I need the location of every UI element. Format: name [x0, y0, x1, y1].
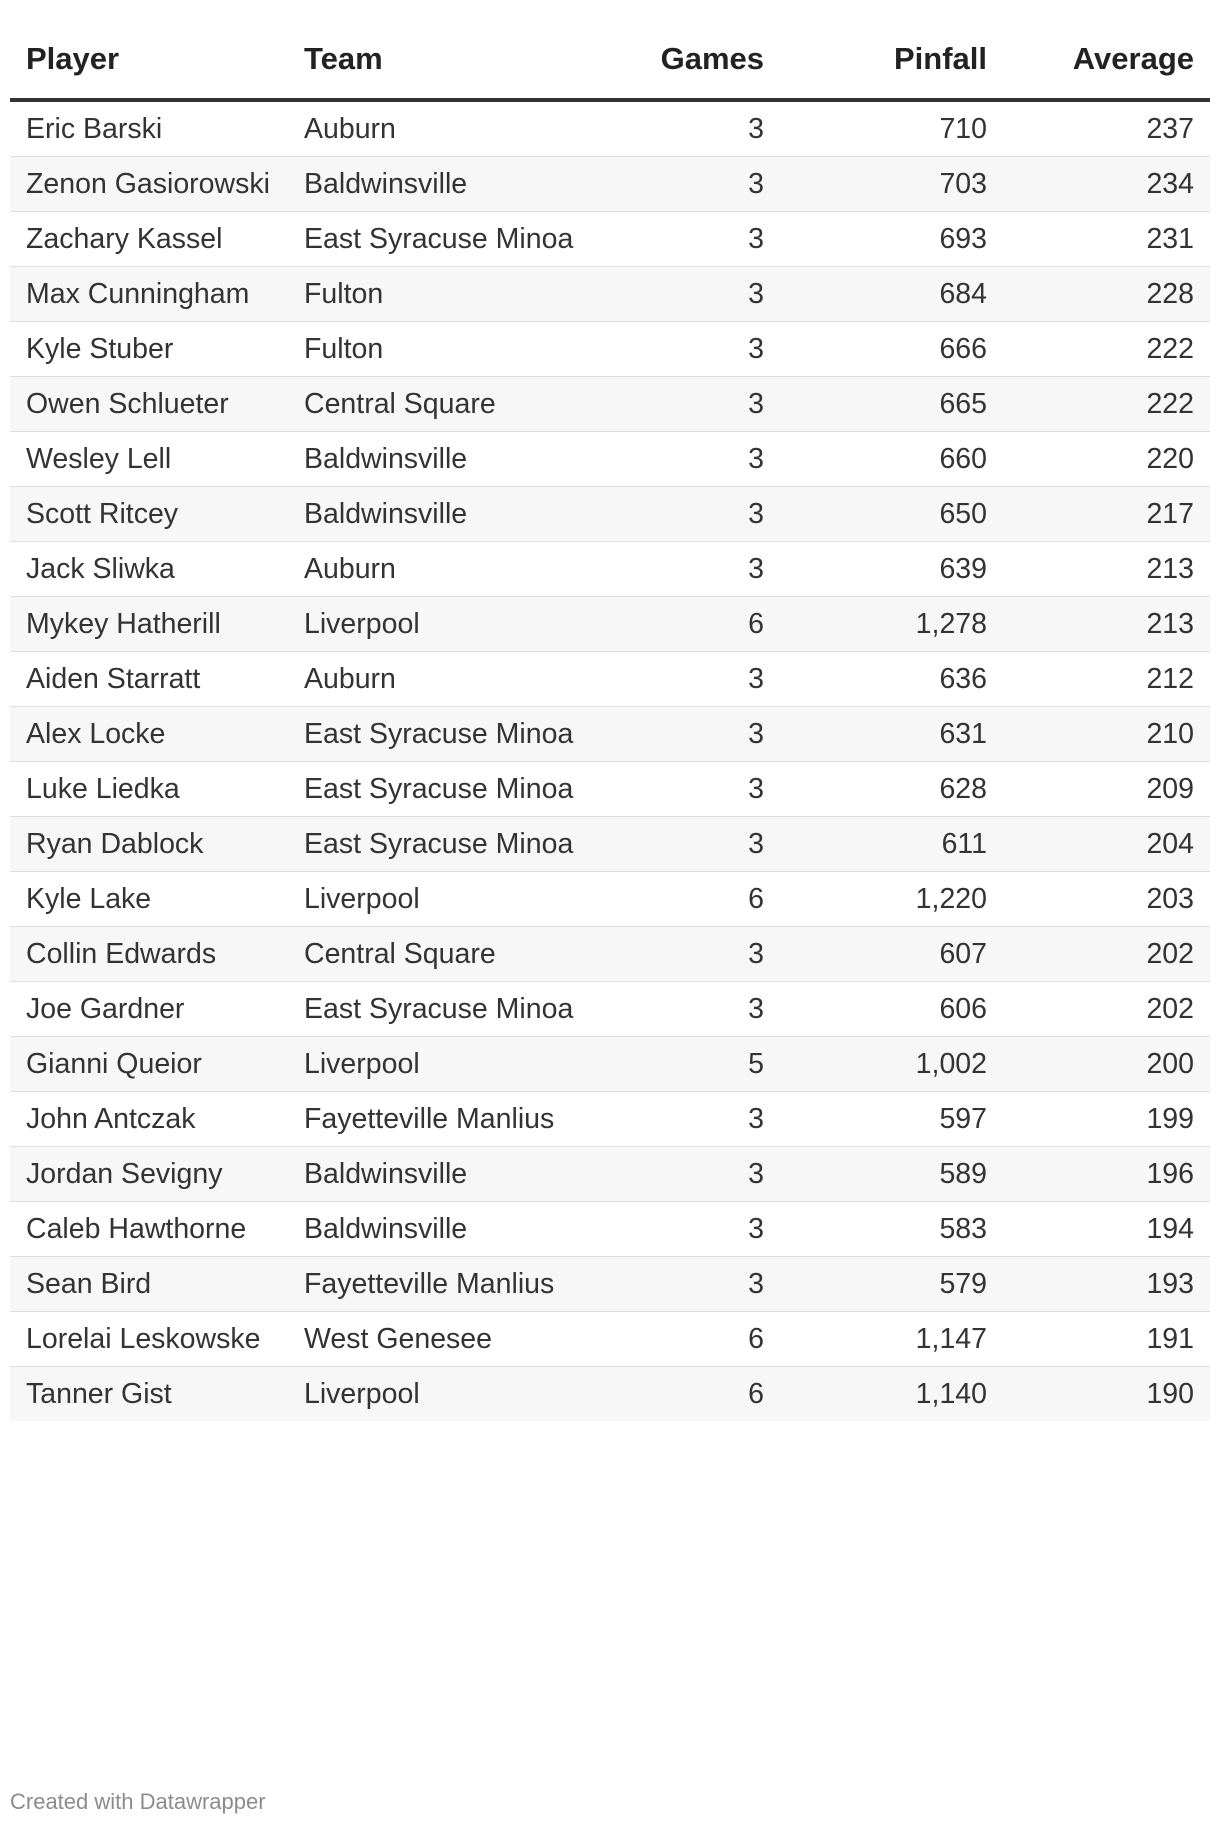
cell-games: 3	[640, 927, 780, 982]
cell-games: 3	[640, 1202, 780, 1257]
cell-games: 3	[640, 707, 780, 762]
cell-average: 222	[1003, 377, 1210, 432]
cell-average: 191	[1003, 1312, 1210, 1367]
cell-player: Caleb Hawthorne	[10, 1202, 288, 1257]
cell-player: Lorelai Leskowske	[10, 1312, 288, 1367]
column-header-player[interactable]: Player	[10, 20, 288, 100]
cell-team: Baldwinsville	[288, 157, 640, 212]
cell-team: Baldwinsville	[288, 1147, 640, 1202]
cell-average: 209	[1003, 762, 1210, 817]
bowling-stats-table	[10, 20, 1210, 1421]
cell-pinfall: 1,140	[780, 1367, 1003, 1422]
table-row	[10, 432, 1210, 487]
cell-games: 3	[640, 432, 780, 487]
cell-team: Auburn	[288, 652, 640, 707]
table-row	[10, 927, 1210, 982]
table-row	[10, 872, 1210, 927]
table-row	[10, 707, 1210, 762]
cell-pinfall: 611	[780, 817, 1003, 872]
cell-player: Max Cunningham	[10, 267, 288, 322]
table-row	[10, 377, 1210, 432]
cell-games: 6	[640, 1312, 780, 1367]
datawrapper-credit: Created with Datawrapper	[10, 1789, 266, 1814]
table-row	[10, 487, 1210, 542]
table-row	[10, 817, 1210, 872]
cell-player: Mykey Hatherill	[10, 597, 288, 652]
cell-pinfall: 631	[780, 707, 1003, 762]
cell-average: 200	[1003, 1037, 1210, 1092]
cell-player: Jack Sliwka	[10, 542, 288, 597]
cell-team: Liverpool	[288, 1367, 640, 1422]
table-row	[10, 542, 1210, 597]
cell-games: 6	[640, 872, 780, 927]
cell-games: 3	[640, 157, 780, 212]
cell-average: 190	[1003, 1367, 1210, 1422]
cell-games: 3	[640, 487, 780, 542]
header-row	[10, 20, 1210, 100]
cell-player: Alex Locke	[10, 707, 288, 762]
cell-player: Aiden Starratt	[10, 652, 288, 707]
table-row	[10, 1092, 1210, 1147]
cell-pinfall: 589	[780, 1147, 1003, 1202]
table-row	[10, 982, 1210, 1037]
cell-team: Fayetteville Manlius	[288, 1092, 640, 1147]
cell-pinfall: 1,220	[780, 872, 1003, 927]
table-row	[10, 1312, 1210, 1367]
cell-pinfall: 665	[780, 377, 1003, 432]
cell-team: East Syracuse Minoa	[288, 982, 640, 1037]
cell-games: 3	[640, 652, 780, 707]
cell-games: 3	[640, 1257, 780, 1312]
cell-average: 196	[1003, 1147, 1210, 1202]
column-header-team[interactable]: Team	[288, 20, 640, 100]
cell-pinfall: 710	[780, 100, 1003, 157]
cell-player: Kyle Stuber	[10, 322, 288, 377]
cell-games: 3	[640, 762, 780, 817]
table-row	[10, 212, 1210, 267]
cell-pinfall: 597	[780, 1092, 1003, 1147]
cell-average: 210	[1003, 707, 1210, 762]
column-header-pinfall[interactable]: Pinfall	[780, 20, 1003, 100]
cell-team: Central Square	[288, 927, 640, 982]
table-row	[10, 322, 1210, 377]
cell-pinfall: 583	[780, 1202, 1003, 1257]
cell-games: 3	[640, 982, 780, 1037]
table-row	[10, 1037, 1210, 1092]
cell-average: 213	[1003, 542, 1210, 597]
table-row	[10, 1147, 1210, 1202]
cell-team: East Syracuse Minoa	[288, 762, 640, 817]
cell-average: 234	[1003, 157, 1210, 212]
cell-pinfall: 628	[780, 762, 1003, 817]
cell-player: Zenon Gasiorowski	[10, 157, 288, 212]
cell-pinfall: 639	[780, 542, 1003, 597]
cell-games: 3	[640, 267, 780, 322]
cell-average: 231	[1003, 212, 1210, 267]
table-row	[10, 652, 1210, 707]
cell-player: Joe Gardner	[10, 982, 288, 1037]
cell-team: Fayetteville Manlius	[288, 1257, 640, 1312]
cell-team: Baldwinsville	[288, 487, 640, 542]
cell-pinfall: 607	[780, 927, 1003, 982]
table-row	[10, 1257, 1210, 1312]
cell-pinfall: 1,147	[780, 1312, 1003, 1367]
cell-average: 194	[1003, 1202, 1210, 1257]
cell-player: Scott Ritcey	[10, 487, 288, 542]
cell-player: John Antczak	[10, 1092, 288, 1147]
cell-player: Zachary Kassel	[10, 212, 288, 267]
cell-player: Luke Liedka	[10, 762, 288, 817]
cell-games: 3	[640, 817, 780, 872]
cell-games: 3	[640, 1147, 780, 1202]
cell-player: Kyle Lake	[10, 872, 288, 927]
cell-average: 228	[1003, 267, 1210, 322]
table-header	[10, 20, 1210, 100]
table-row	[10, 762, 1210, 817]
cell-average: 212	[1003, 652, 1210, 707]
cell-team: Fulton	[288, 322, 640, 377]
cell-pinfall: 693	[780, 212, 1003, 267]
cell-games: 3	[640, 212, 780, 267]
cell-team: East Syracuse Minoa	[288, 212, 640, 267]
cell-pinfall: 666	[780, 322, 1003, 377]
table-row	[10, 157, 1210, 212]
cell-pinfall: 684	[780, 267, 1003, 322]
cell-team: Liverpool	[288, 872, 640, 927]
cell-pinfall: 606	[780, 982, 1003, 1037]
cell-average: 202	[1003, 927, 1210, 982]
cell-games: 3	[640, 1092, 780, 1147]
cell-player: Ryan Dablock	[10, 817, 288, 872]
cell-pinfall: 650	[780, 487, 1003, 542]
table-body	[10, 100, 1210, 1421]
table-row	[10, 597, 1210, 652]
cell-average: 217	[1003, 487, 1210, 542]
cell-team: Baldwinsville	[288, 432, 640, 487]
cell-average: 220	[1003, 432, 1210, 487]
table-row	[10, 1202, 1210, 1257]
cell-average: 199	[1003, 1092, 1210, 1147]
cell-average: 203	[1003, 872, 1210, 927]
cell-pinfall: 636	[780, 652, 1003, 707]
table-row	[10, 1367, 1210, 1422]
cell-team: East Syracuse Minoa	[288, 707, 640, 762]
cell-pinfall: 660	[780, 432, 1003, 487]
cell-team: Fulton	[288, 267, 640, 322]
cell-games: 3	[640, 100, 780, 157]
cell-average: 193	[1003, 1257, 1210, 1312]
cell-pinfall: 703	[780, 157, 1003, 212]
table-row	[10, 267, 1210, 322]
cell-average: 222	[1003, 322, 1210, 377]
column-header-average[interactable]: Average	[1003, 20, 1210, 100]
cell-games: 3	[640, 542, 780, 597]
cell-team: Auburn	[288, 542, 640, 597]
cell-team: West Genesee	[288, 1312, 640, 1367]
cell-team: Baldwinsville	[288, 1202, 640, 1257]
cell-player: Gianni Queior	[10, 1037, 288, 1092]
cell-player: Jordan Sevigny	[10, 1147, 288, 1202]
cell-pinfall: 1,002	[780, 1037, 1003, 1092]
cell-player: Collin Edwards	[10, 927, 288, 982]
cell-team: Auburn	[288, 100, 640, 157]
cell-player: Tanner Gist	[10, 1367, 288, 1422]
cell-games: 6	[640, 1367, 780, 1422]
cell-pinfall: 1,278	[780, 597, 1003, 652]
cell-player: Sean Bird	[10, 1257, 288, 1312]
cell-games: 6	[640, 597, 780, 652]
cell-games: 3	[640, 377, 780, 432]
cell-team: East Syracuse Minoa	[288, 817, 640, 872]
cell-team: Liverpool	[288, 597, 640, 652]
cell-player: Wesley Lell	[10, 432, 288, 487]
cell-average: 204	[1003, 817, 1210, 872]
cell-team: Central Square	[288, 377, 640, 432]
cell-player: Owen Schlueter	[10, 377, 288, 432]
table-row	[10, 100, 1210, 157]
column-header-games[interactable]: Games	[640, 20, 780, 100]
cell-pinfall: 579	[780, 1257, 1003, 1312]
cell-average: 237	[1003, 100, 1210, 157]
cell-average: 213	[1003, 597, 1210, 652]
cell-games: 5	[640, 1037, 780, 1092]
cell-games: 3	[640, 322, 780, 377]
cell-team: Liverpool	[288, 1037, 640, 1092]
cell-player: Eric Barski	[10, 100, 288, 157]
cell-average: 202	[1003, 982, 1210, 1037]
